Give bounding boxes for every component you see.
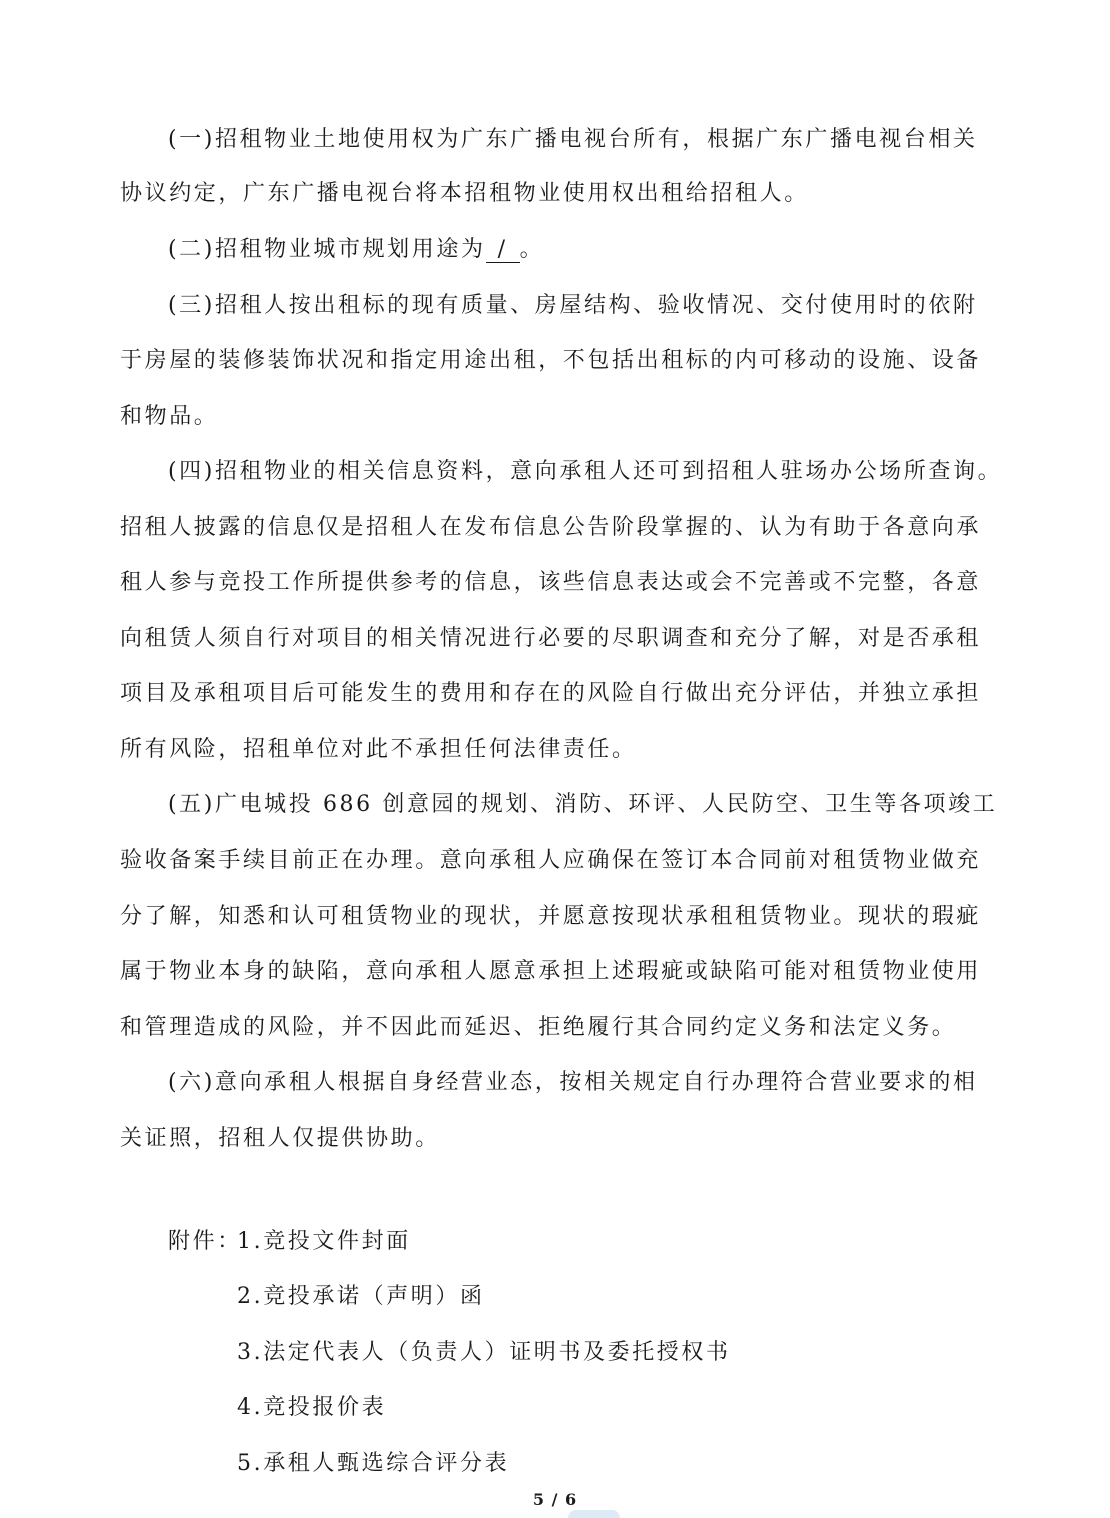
paragraph-5-line-1: (五)广电城投 686 创意园的规划、消防、环评、人民防空、卫生等各项竣工 <box>168 792 998 817</box>
underlined-blank: / <box>486 238 520 263</box>
paragraph-6-line-2: 关证照，招租人仅提供协助。 <box>120 1126 440 1151</box>
attachment-item: 2.竞投承诺（声明）函 <box>237 1284 485 1309</box>
paragraph-4-line-5: 项目及承租项目后可能发生的费用和存在的风险自行做出充分评估，并独立承担 <box>120 681 982 706</box>
paragraph-4-line-4: 向租赁人须自行对项目的相关情况进行必要的尽职调查和充分了解，对是否承租 <box>120 626 982 651</box>
paragraph-3-line-2: 于房屋的装修装饰状况和指定用途出租，不包括出租标的内可移动的设施、设备 <box>120 348 982 373</box>
paragraph-5-line-3: 分了解，知悉和认可租赁物业的现状，并愿意按现状承租租赁物业。现状的瑕疵 <box>120 904 982 929</box>
paragraph-1-line-1: (一)招租物业土地使用权为广东广播电视台所有，根据广东广播电视台相关 <box>168 127 978 152</box>
attachment-item: 3.法定代表人（负责人）证明书及委托授权书 <box>237 1340 731 1365</box>
paragraph-5-line-5: 和管理造成的风险，并不因此而延迟、拒绝履行其合同约定义务和法定义务。 <box>120 1015 957 1040</box>
attachment-item: 5.承租人甄选综合评分表 <box>237 1451 510 1476</box>
paragraph-4-line-6: 所有风险，招租单位对此不承担任何法律责任。 <box>120 737 637 762</box>
paragraph-4-line-3: 租人参与竞投工作所提供参考的信息，该些信息表达或会不完善或不完整，各意 <box>120 570 982 595</box>
paragraph-4-line-1: (四)招租物业的相关信息资料，意向承租人还可到招租人驻场办公场所查询。 <box>168 459 1003 484</box>
attachment-item: 1.竞投文件封面 <box>237 1229 411 1254</box>
page-number: 5 / 6 <box>532 1490 578 1509</box>
paragraph-2-suffix: 。 <box>519 237 545 262</box>
paragraph-5-line-4: 属于物业本身的缺陷，意向承租人愿意承担上述瑕疵或缺陷可能对租赁物业使用 <box>120 959 982 984</box>
paragraph-3-line-3: 和物品。 <box>120 404 219 429</box>
paragraph-3-line-1: (三)招租人按出租标的现有质量、房屋结构、验收情况、交付使用时的依附 <box>168 293 978 318</box>
attachments-label: 附件： <box>168 1229 242 1254</box>
attachment-item: 4.竞投报价表 <box>237 1395 387 1420</box>
paragraph-4-line-2: 招租人披露的信息仅是招租人在发布信息公告阶段掌握的、认为有助于各意向承 <box>120 515 982 540</box>
paragraph-2-prefix: (二)招租物业城市规划用途为 <box>168 237 486 262</box>
paragraph-1-line-2: 协议约定，广东广播电视台将本招租物业使用权出租给招租人。 <box>120 181 809 206</box>
paragraph-6-line-1: (六)意向承租人根据自身经营业态，按相关规定自行办理符合营业要求的相 <box>168 1070 978 1095</box>
paragraph-5-line-2: 验收备案手续目前正在办理。意向承租人应确保在签订本合同前对租赁物业做充 <box>120 848 982 873</box>
paragraph-2 <box>168 235 544 265</box>
footer-decoration <box>568 1510 620 1518</box>
